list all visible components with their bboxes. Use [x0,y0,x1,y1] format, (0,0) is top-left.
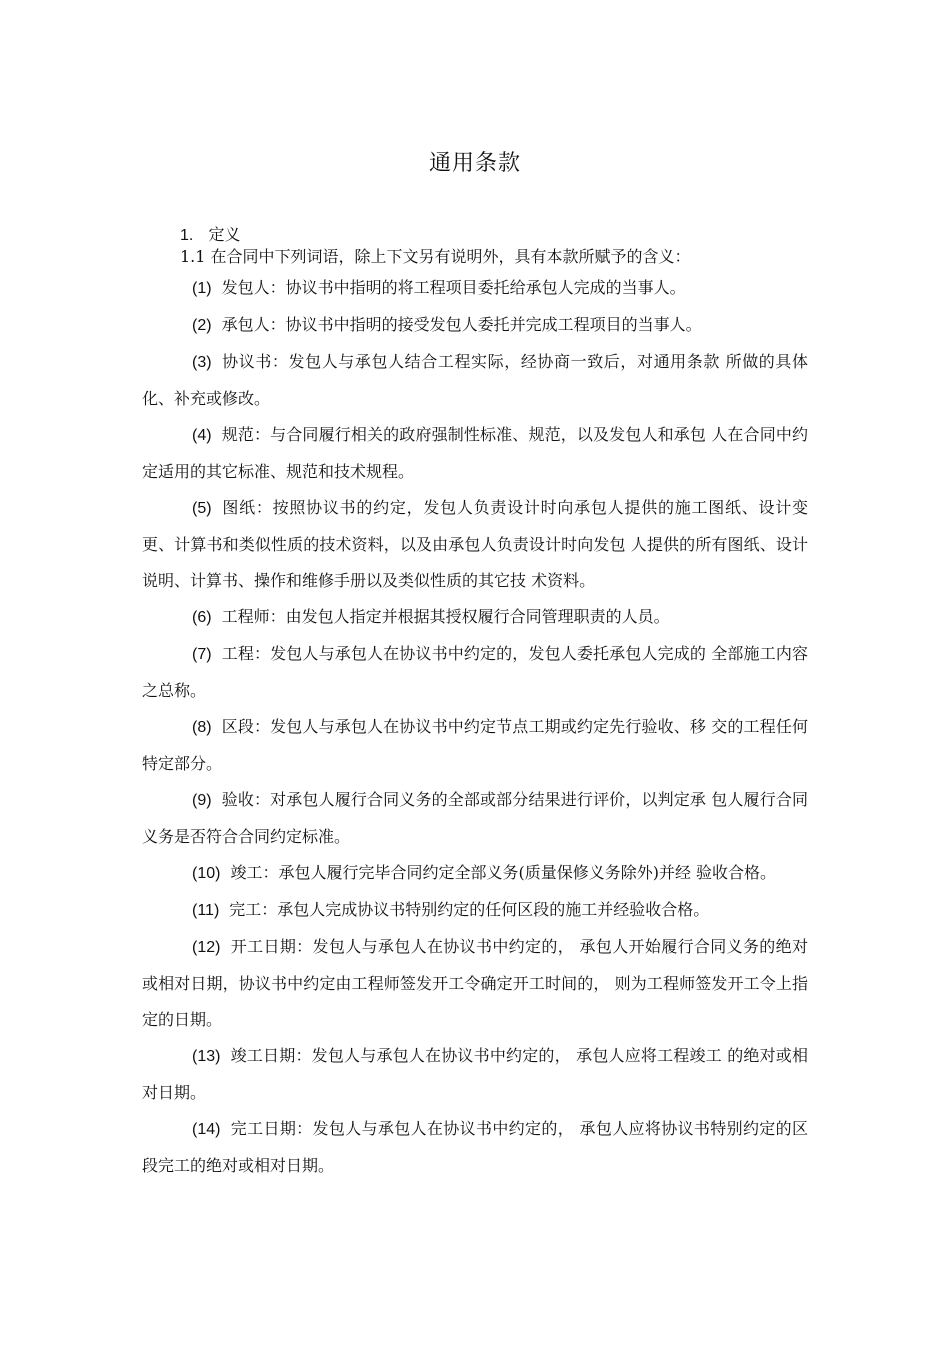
definition-item [142,892,808,929]
definition-number: (6) [192,609,212,626]
definition-text: 完工：承包人完成协议书特别约定的任何区段的施工并经验收合格。 [229,900,710,919]
definition-item [142,417,808,490]
definition-text: 验收：对承包人履行合同义务的全部或部分结果进行评价，以判定承 包人履行合同义务是否符合合同约定标准。 [142,790,808,846]
definition-number: (8) [192,719,212,736]
definition-item [142,709,808,782]
definition-number: (14) [192,1121,221,1138]
intro-paragraph: 1.1 在合同中下列词语，除上下文另有说明外，具有本款所赋予的含义： [180,247,691,266]
definition-item [142,490,808,599]
definition-item [142,1111,808,1184]
definition-item [142,599,808,636]
definition-number: (3) [192,354,212,371]
definition-text: 规范：与合同履行相关的政府强制性标准、规范，以及发包人和承包 人在合同中约定适用的其它标准、规范和技术规程。 [142,425,808,481]
definition-text: 协议书：发包人与承包人结合工程实际，经协商一致后，对通用条款 所做的具体化、补充或修改。 [142,352,808,408]
definition-text: 图纸：按照协议书的约定，发包人负责设计时向承包人提供的施工图纸、设计变更、计算书和类似性质的技术资料，以及由承包人负责设计时向发包 人提供的所有图纸、设计说明、计算书、操作和维修手册以及类似性质的其它技 术资料。 [142,498,808,590]
definition-text: 工程：发包人与承包人在协议书中约定的，发包人委托承包人完成的 全部施工内容之总称。 [142,644,808,700]
definition-item [142,929,808,1038]
definition-number: (7) [192,646,212,663]
definition-text: 承包人：协议书中指明的接受发包人委托并完成工程项目的当事人。 [221,315,702,334]
definition-item [142,307,808,344]
section-heading [180,222,240,245]
definition-text: 开工日期：发包人与承包人在协议书中约定的， 承包人开始履行合同义务的绝对或相对日期，协议书中约定由工程师签发开工令确定开工时间的， 则为工程师签发开工令上指定的日期。 [142,937,808,1029]
definition-text: 竣工日期：发包人与承包人在协议书中约定的， 承包人应将工程竣工 的绝对或相对日期。 [142,1046,808,1102]
definition-item [142,270,808,307]
definition-item [142,344,808,417]
definition-number: (13) [192,1048,221,1065]
definition-number: (4) [192,427,212,444]
definition-text: 竣工：承包人履行完毕合同约定全部义务(质量保修义务除外)并经 验收合格。 [230,863,777,882]
definition-item [142,636,808,709]
section-number: 1. [180,227,194,244]
definition-number: (2) [192,317,212,334]
definition-text: 工程师：由发包人指定并根据其授权履行合同管理职责的人员。 [221,607,670,626]
definition-text: 区段：发包人与承包人在协议书中约定节点工期或约定先行验收、移 交的工程任何特定部分。 [142,717,808,773]
definition-number: (5) [192,500,212,517]
definition-number: (12) [192,939,221,956]
definition-number: (10) [192,865,221,882]
definitions-list [142,270,808,1184]
definition-number: (9) [192,792,212,809]
section-title: 定义 [208,225,241,244]
definition-number: (11) [192,902,220,919]
definition-item [142,855,808,892]
definition-number: (1) [192,280,212,297]
definition-item [142,782,808,855]
definition-text: 发包人：协议书中指明的将工程项目委托给承包人完成的当事人。 [221,278,686,297]
page-title: 通用条款 [428,151,521,176]
definition-item [142,1038,808,1111]
definition-text: 完工日期：发包人与承包人在协议书中约定的， 承包人应将协议书特别约定的区段完工的绝对或相对日期。 [142,1119,808,1175]
